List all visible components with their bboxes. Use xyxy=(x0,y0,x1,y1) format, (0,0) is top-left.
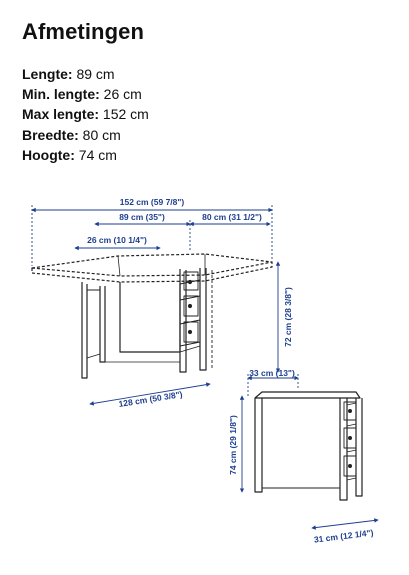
dim-folded-depth: 33 cm (13") xyxy=(249,368,295,378)
dim-folded-height: 74 cm (29 1/8") xyxy=(228,415,238,475)
dim-length: 89 cm (35") xyxy=(119,212,165,222)
spec-value: 26 cm xyxy=(99,86,142,103)
spec-label: Breedte: xyxy=(22,126,79,143)
dim-leg-span: 128 cm (50 3/8") xyxy=(117,389,184,410)
spec-value: 89 cm xyxy=(72,66,115,82)
table-leg xyxy=(340,398,362,500)
spec-label: Min. lengte: xyxy=(22,86,100,103)
center-cabinet xyxy=(120,282,180,352)
spec-value: 152 cm xyxy=(99,106,149,123)
dim-min-length: 26 cm (10 1/4") xyxy=(87,235,147,245)
page-title: Afmetingen xyxy=(22,19,144,44)
dim-folded-width: 31 cm (12 1/4") xyxy=(313,527,374,545)
table-folded-illustration xyxy=(255,392,362,500)
tabletop-outline xyxy=(32,254,272,276)
tabletop-edge xyxy=(32,262,272,282)
table-extended-dimensions xyxy=(32,205,278,404)
spec-label: Hoogte: xyxy=(22,146,75,163)
folded-leaf xyxy=(255,398,262,492)
spec-value: 80 cm xyxy=(78,126,121,143)
dim-width: 80 cm (31 1/2") xyxy=(202,212,262,222)
spec-label: Max lengte: xyxy=(22,106,100,123)
spec-label: Lengte: xyxy=(22,66,73,82)
folded-top xyxy=(255,392,360,398)
table-leg xyxy=(100,286,105,362)
dim-height: 72 cm (28 3/8") xyxy=(283,287,293,347)
table-leg xyxy=(82,282,87,378)
table-extended-illustration xyxy=(32,254,272,378)
spec-value: 74 cm xyxy=(74,146,117,163)
dim-max-length: 152 cm (59 7/8") xyxy=(119,197,185,207)
